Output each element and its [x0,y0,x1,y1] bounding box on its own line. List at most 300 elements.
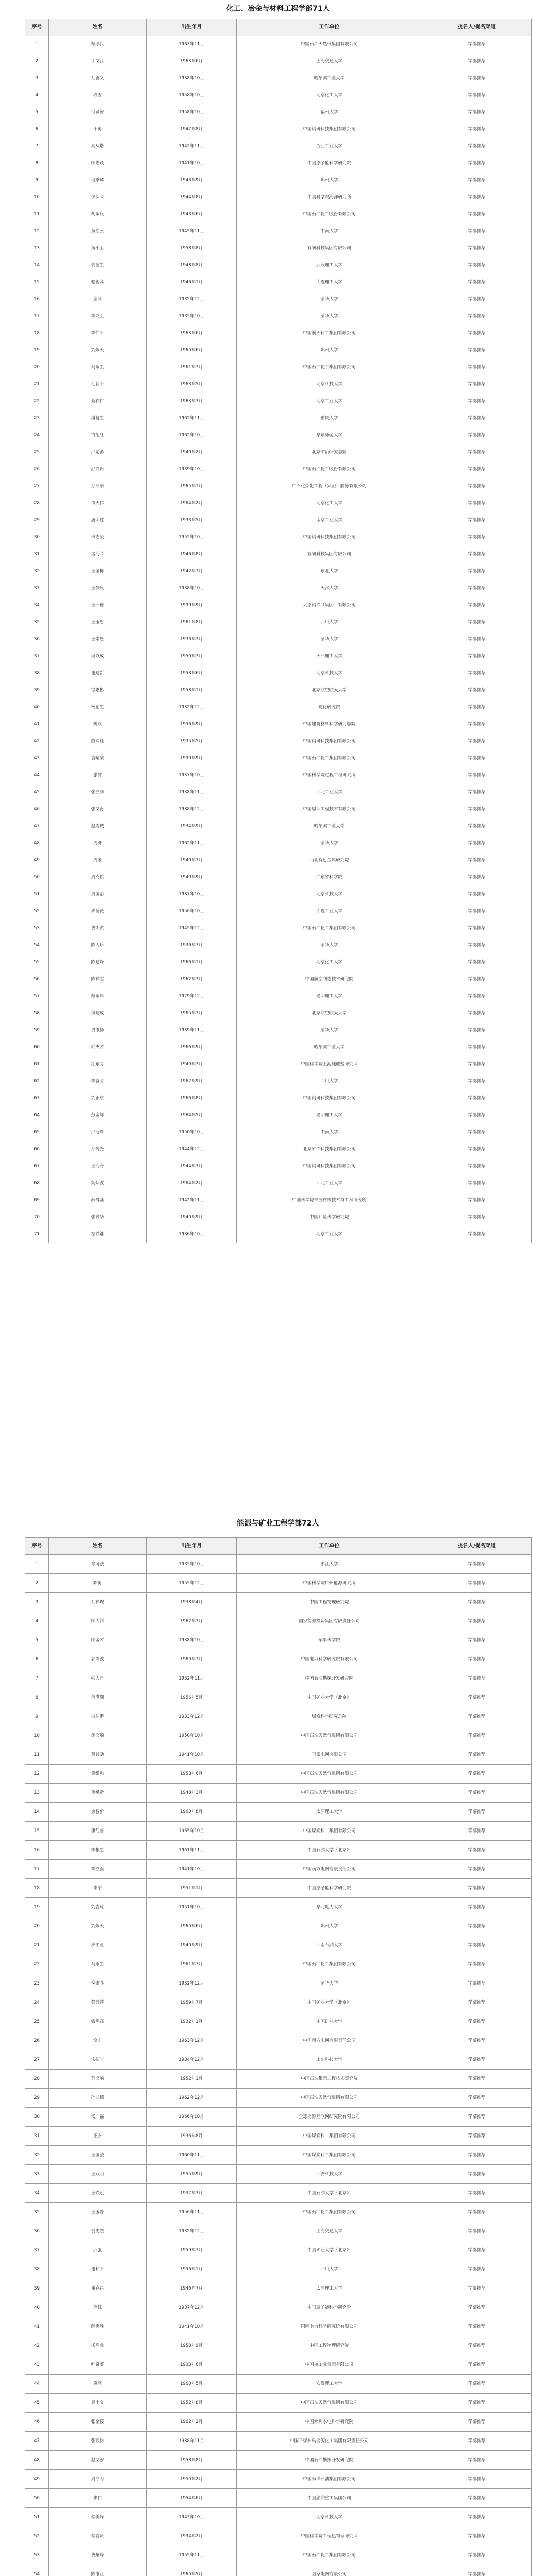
cell-employer: 中国建筑材料科学研究总院 [237,716,422,733]
cell-employer: 四川大学 [237,614,422,631]
cell-nominator: 学部推荐 [422,1593,532,1612]
cell-name: 汤广福 [49,2108,147,2127]
column-header-index: 序号 [25,19,49,36]
cell-employer: 西安科技大学 [237,2165,422,2184]
cell-nominator: 学部推荐 [422,291,532,308]
cell-birth: 1962年3月 [147,971,237,988]
cell-index: 14 [25,257,49,274]
cell-employer: 北京化工大学 [237,954,422,971]
cell-birth: 1961年7月 [147,359,237,376]
cell-birth: 1966年9月 [147,1039,237,1056]
cell-name: 钱鸣高 [49,2012,147,2031]
cell-nominator: 学部推荐 [422,937,532,954]
cell-employer: 中国科学院过程工程研究所 [237,767,422,784]
table-row [25,2355,532,2375]
cell-index: 1 [25,36,49,53]
cell-nominator: 学部推荐 [422,1841,532,1860]
cell-index: 50 [25,869,49,886]
cell-index: 9 [25,172,49,189]
cell-name: 魏炳波 [49,1175,147,1192]
cell-employer: 中南大学 [237,1124,422,1141]
cell-employer: 中国原子能科学研究院 [237,2298,422,2317]
cell-index: 36 [25,631,49,648]
cell-index: 67 [25,1158,49,1175]
cell-index: 20 [25,1917,49,1936]
cell-index: 55 [25,954,49,971]
cell-birth: 1958年8月 [147,2451,237,2470]
cell-employer: 中国南方电网有限责任公司 [237,1860,422,1879]
cell-employer: 哈尔滨工业大学 [237,1039,422,1056]
cell-employer: 中南大学 [237,223,422,240]
cell-employer: 中国科学院上海硅酸盐研究所 [237,1056,422,1073]
cell-employer: 福州大学 [237,104,422,121]
cell-birth: 1964年2月 [147,1175,237,1192]
cell-name: 孙传尧 [49,1141,147,1158]
cell-index: 32 [25,2146,49,2165]
cell-name: 侯保荣 [49,189,147,206]
cell-name: 陈建峰 [49,954,147,971]
cell-birth: 1933年5月 [147,512,237,529]
table-row [25,1574,532,1593]
cell-name: 罗平亚 [49,1936,147,1955]
table-row [25,2203,532,2222]
cell-index: 56 [25,971,49,988]
cell-index: 69 [25,1192,49,1209]
cell-nominator: 学部推荐 [422,359,532,376]
column-header-index: 序号 [25,1538,49,1555]
cell-employer: 北京科技大学 [237,886,422,903]
cell-birth: 1965年1月 [147,478,237,495]
cell-birth: 1938年10月 [147,1631,237,1650]
table-row [25,1917,532,1936]
table-row [25,2260,532,2279]
table-row [25,1226,532,1243]
cell-birth: 1954年6月 [147,2489,237,2508]
cell-birth: 1939年9月 [147,750,237,767]
table-row [25,2050,532,2070]
cell-birth: 1952年8月 [147,2394,237,2413]
cell-nominator: 学部推荐 [422,1209,532,1226]
cell-index: 24 [25,427,49,444]
cell-birth: 1937年3月 [147,2184,237,2203]
cell-name: 王崇愚 [49,631,147,648]
cell-index: 13 [25,240,49,257]
cell-index: 29 [25,2089,49,2108]
cell-index: 8 [25,1688,49,1707]
cell-employer: 有研科技集团有限公司 [237,240,422,257]
cell-nominator: 学部推荐 [422,36,532,53]
table-row [25,70,532,87]
table-row [25,1860,532,1879]
cell-index: 30 [25,529,49,546]
cell-nominator: 学部推荐 [422,1974,532,1993]
cell-birth: 1955年10月 [147,529,237,546]
cell-employer: 中石化炼化工程（集团）股份有限公司 [237,478,422,495]
cell-birth: 1960年8月 [147,1803,237,1822]
cell-employer: 上海交通大学 [237,53,422,70]
table-row [25,2279,532,2298]
cell-birth: 1946年7月 [147,2279,237,2298]
cell-birth: 1966年8月 [147,1090,237,1107]
cell-index: 71 [25,1226,49,1243]
cell-name: 曹耀峰 [49,2546,147,2565]
cell-employer: 北京化工大学 [237,87,422,104]
column-header-employer: 工作单位 [237,19,422,36]
cell-nominator: 学部推荐 [422,1726,532,1745]
cell-nominator: 学部推荐 [422,852,532,869]
cell-employer: 中国石油化工集团有限公司 [237,2546,422,2565]
cell-name: 赵文智 [49,2451,147,2470]
cell-index: 61 [25,1056,49,1073]
cell-name: 胡文瑞 [49,1726,147,1745]
cell-index: 42 [25,733,49,750]
cell-employer: 上海交通大学 [237,2222,422,2241]
column-header-employer: 工作单位 [237,1538,422,1555]
table-row [25,495,532,512]
cell-employer: 中国矿业大学（北京） [237,1688,422,1707]
cell-name: 张钟华 [49,1209,147,1226]
cell-nominator: 学部推荐 [422,495,532,512]
cell-nominator: 学部推荐 [422,580,532,597]
table-row [25,2108,532,2127]
cell-birth: 1932年11月 [147,1669,237,1688]
cell-employer: 华东师范大学 [237,427,422,444]
cell-nominator: 学部推荐 [422,155,532,172]
cell-nominator: 学部推荐 [422,2203,532,2222]
cell-name: 王海舟 [49,1158,147,1175]
cell-name: 徐惠彬 [49,682,147,699]
table-row [25,1955,532,1974]
cell-birth: 1937年10月 [147,767,237,784]
cell-nominator: 学部推荐 [422,121,532,138]
cell-name: 孙龙德 [49,2089,147,2108]
cell-employer: 中国石油化工集团有限公司 [237,920,422,937]
cell-name: 陈丙珍 [49,937,147,954]
table-row [25,1803,532,1822]
cell-index: 40 [25,699,49,716]
table-row [25,2546,532,2565]
table-row [25,104,532,121]
cell-index: 25 [25,2012,49,2031]
cell-index: 6 [25,1650,49,1669]
cell-birth: 1966年10月 [147,2108,237,2127]
cell-index: 47 [25,818,49,835]
table-row [25,2222,532,2241]
cell-nominator: 学部推荐 [422,427,532,444]
cell-name: 费维扬 [49,1022,147,1039]
cell-name: 李立浧 [49,1860,147,1879]
cell-name: 王安 [49,2127,147,2146]
cell-birth: 1947年8月 [147,121,237,138]
cell-nominator: 学部推荐 [422,1090,532,1107]
cell-name: 戴永年 [49,988,147,1005]
table-row [25,1765,532,1784]
cell-name: 潘复生 [49,410,147,427]
cell-name: 薛禹胜 [49,2317,147,2336]
cell-employer: 重庆大学 [237,410,422,427]
cell-birth: 1932年12月 [147,2222,237,2241]
cell-index: 63 [25,1090,49,1107]
cell-name: 周济 [49,835,147,852]
cell-index: 10 [25,1726,49,1745]
cell-employer: 中国钢研科技集团有限公司 [237,529,422,546]
cell-nominator: 学部推荐 [422,1022,532,1039]
cell-index: 39 [25,2279,49,2298]
cell-name: 岑可法 [49,1555,147,1574]
table-row [25,580,532,597]
cell-index: 6 [25,121,49,138]
table-row [25,971,532,988]
cell-index: 1 [25,1555,49,1574]
table-row [25,2241,532,2260]
cell-nominator: 学部推荐 [422,2012,532,2031]
cell-nominator: 学部推荐 [422,206,532,223]
cell-birth: 1951年1月 [147,1879,237,1898]
cell-employer: 北京科技大学 [237,2508,422,2527]
cell-name: 刘炯天 [49,1917,147,1936]
cell-name: 李言荣 [49,1073,147,1090]
cell-employer: 山东科技大学 [237,2050,422,2070]
cell-index: 16 [25,291,49,308]
cell-index: 7 [25,138,49,155]
cell-index: 70 [25,1209,49,1226]
table-row [25,784,532,801]
table-row [25,1745,532,1765]
cell-birth: 1940年3月 [147,852,237,869]
cell-name: 谢建新 [49,665,147,682]
cell-birth: 1935年5月 [147,733,237,750]
cell-birth: 1959年7月 [147,2241,237,2260]
cell-nominator: 学部推荐 [422,1898,532,1917]
cell-name: 杨启业 [49,2336,147,2355]
table-row [25,121,532,138]
table-row [25,529,532,546]
cell-nominator: 学部推荐 [422,716,532,733]
cell-index: 34 [25,597,49,614]
cell-nominator: 学部推荐 [422,325,532,342]
cell-birth: 1956年5月 [147,1688,237,1707]
cell-name: 孙丽丽 [49,478,147,495]
cell-name: 干勇 [49,121,147,138]
cell-birth: 1932年1月 [147,2012,237,2031]
column-header-nominator: 提名人/提名渠道 [422,1538,532,1555]
table-row [25,767,532,784]
cell-name: 彭苏萍 [49,1993,147,2012]
cell-name: 张文海 [49,801,147,818]
cell-name: 何季麟 [49,172,147,189]
cell-index: 23 [25,410,49,427]
cell-nominator: 学部推荐 [422,2565,532,2576]
cell-employer: 广东省科学院 [237,869,422,886]
cell-name: 苏义脑 [49,2070,147,2089]
cell-index: 57 [25,988,49,1005]
cell-birth: 1934年9月 [147,818,237,835]
table-row [25,988,532,1005]
cell-employer: 中国船舶重工集团公司 [237,2489,422,2508]
cell-birth: 1964年2月 [147,495,237,512]
cell-employer: 中国石油集团工程技术研究院 [237,2070,422,2089]
table-row [25,291,532,308]
cell-nominator: 学部推荐 [422,274,532,291]
cell-index: 7 [25,1669,49,1688]
cell-employer: 四川大学 [237,2260,422,2279]
cell-birth: 1956年1月 [147,2260,237,2279]
cell-birth: 1945年11月 [147,223,237,240]
cell-employer: 清华大学 [237,937,422,954]
table-row [25,1841,532,1860]
cell-birth: 1943年10月 [147,2508,237,2527]
cell-name: 杜善义 [49,70,147,87]
cell-name: 贾承造 [49,1784,147,1803]
cell-index: 15 [25,1822,49,1841]
cell-name: 袁晴棠 [49,750,147,767]
cell-nominator: 学部推荐 [422,393,532,410]
cell-name: 王一德 [49,597,147,614]
cell-name: 胡永康 [49,206,147,223]
cell-employer: 有研科技集团有限公司 [237,546,422,563]
table-row [25,648,532,665]
cell-nominator: 学部推荐 [422,2127,532,2146]
table-row [25,2565,532,2576]
cell-employer: 中国石油天然气集团有限公司 [237,2394,422,2413]
table-header-row [25,1538,532,1555]
table-row [25,155,532,172]
cell-nominator: 学部推荐 [422,665,532,682]
table-row [25,716,532,733]
cell-nominator: 学部推荐 [422,2470,532,2489]
cell-employer: 清华大学 [237,291,422,308]
cell-birth: 1939年9月 [147,597,237,614]
cell-nominator: 学部推荐 [422,818,532,835]
cell-name: 黄维和 [49,1765,147,1784]
cell-employer: 中国煤炭科工集团有限公司 [237,2146,422,2165]
cell-nominator: 学部推荐 [422,682,532,699]
cell-index: 52 [25,2527,49,2546]
cell-index: 44 [25,767,49,784]
cell-index: 31 [25,546,49,563]
cell-index: 3 [25,1593,49,1612]
cell-index: 5 [25,104,49,121]
cell-nominator: 学部推荐 [422,2146,532,2165]
cell-name: 周守为 [49,2470,147,2489]
table-row [25,1879,532,1898]
cell-birth: 1940年9月 [147,1936,237,1955]
cell-index: 54 [25,2565,49,2576]
cell-employer: 昆明理工大学 [237,1107,422,1124]
cell-name: 谢克昌 [49,2279,147,2298]
cell-birth: 1964年5月 [147,1107,237,1124]
cell-index: 11 [25,206,49,223]
table-row [25,172,532,189]
cell-employer: 北京航空航天大学 [237,682,422,699]
cell-nominator: 学部推荐 [422,767,532,784]
cell-nominator: 学部推荐 [422,1784,532,1803]
table-row [25,699,532,716]
table-row [25,342,532,359]
cell-name: 黄小卫 [49,240,147,257]
table-row [25,87,532,104]
column-header-birth: 出生年月 [147,1538,237,1555]
cell-index: 48 [25,2451,49,2470]
table-row [25,2527,532,2546]
cell-birth: 1956年10月 [147,903,237,920]
cell-nominator: 学部推荐 [422,189,532,206]
table-row [25,1936,532,1955]
cell-name: 左铁镛 [49,1226,147,1243]
cell-name: 马永生 [49,1955,147,1974]
cell-name: 邱定蕃 [49,444,147,461]
cell-birth: 1956年9月 [147,716,237,733]
table-row [25,852,532,869]
cell-nominator: 学部推荐 [422,529,532,546]
table-row [25,903,532,920]
cell-employer: 中国石油勘探开发研究院 [237,2451,422,2470]
cell-employer: 南京工业大学 [237,512,422,529]
cell-employer: 中国南方电网有限责任公司 [237,2031,422,2050]
table-row [25,1555,532,1574]
cell-nominator: 学部推荐 [422,2394,532,2413]
cell-name: 顾大钊 [49,1612,147,1631]
cell-birth: 1946年1月 [147,274,237,291]
cell-name: 周克崧 [49,869,147,886]
cell-index: 21 [25,1936,49,1955]
cell-employer: 国网电力科学研究院有限公司 [237,2317,422,2336]
cell-nominator: 学部推荐 [422,801,532,818]
cell-index: 18 [25,1879,49,1898]
cell-name: 袁亮 [49,2375,147,2394]
cell-employer: 郑州大学 [237,342,422,359]
cell-name: 马永生 [49,359,147,376]
table-row [25,325,532,342]
cell-index: 36 [25,2222,49,2241]
cell-employer: 中国石油化工集团有限公司 [237,750,422,767]
table-row [25,1056,532,1073]
cell-employer: 防化研究院 [237,699,422,716]
cell-index: 30 [25,2108,49,2127]
cell-birth: 1935年10月 [147,308,237,325]
cell-index: 44 [25,2375,49,2394]
cell-birth: 1939年10月 [147,461,237,478]
cell-index: 59 [25,1022,49,1039]
cell-employer: 中国水利水电科学研究院 [237,2413,422,2432]
table-row [25,427,532,444]
cell-nominator: 学部推荐 [422,920,532,937]
cell-employer: 郑州大学 [237,172,422,189]
cell-nominator: 学部推荐 [422,308,532,325]
cell-nominator: 学部推荐 [422,1107,532,1124]
cell-nominator: 学部推荐 [422,699,532,716]
cell-nominator: 学部推荐 [422,104,532,121]
cell-birth: 1945年12月 [147,920,237,937]
cell-index: 50 [25,2489,49,2508]
cell-birth: 1965年10月 [147,1822,237,1841]
cell-name: 宋振骐 [49,2050,147,2070]
cell-employer: 东北大学 [237,563,422,580]
cell-nominator: 学部推荐 [422,2298,532,2317]
cell-nominator: 学部推荐 [422,410,532,427]
cell-name: 张立同 [49,784,147,801]
cell-nominator: 学部推荐 [422,1707,532,1726]
cell-index: 19 [25,1898,49,1917]
cell-name: 朱蓓薇 [49,903,147,920]
cell-nominator: 学部推荐 [422,2413,532,2432]
cell-employer: 天津大学 [237,580,422,597]
cell-birth: 1941年10月 [147,1745,237,1765]
table-row [25,1593,532,1612]
cell-index: 25 [25,444,49,461]
table-row [25,1124,532,1141]
cell-name: 顾金才 [49,1631,147,1650]
